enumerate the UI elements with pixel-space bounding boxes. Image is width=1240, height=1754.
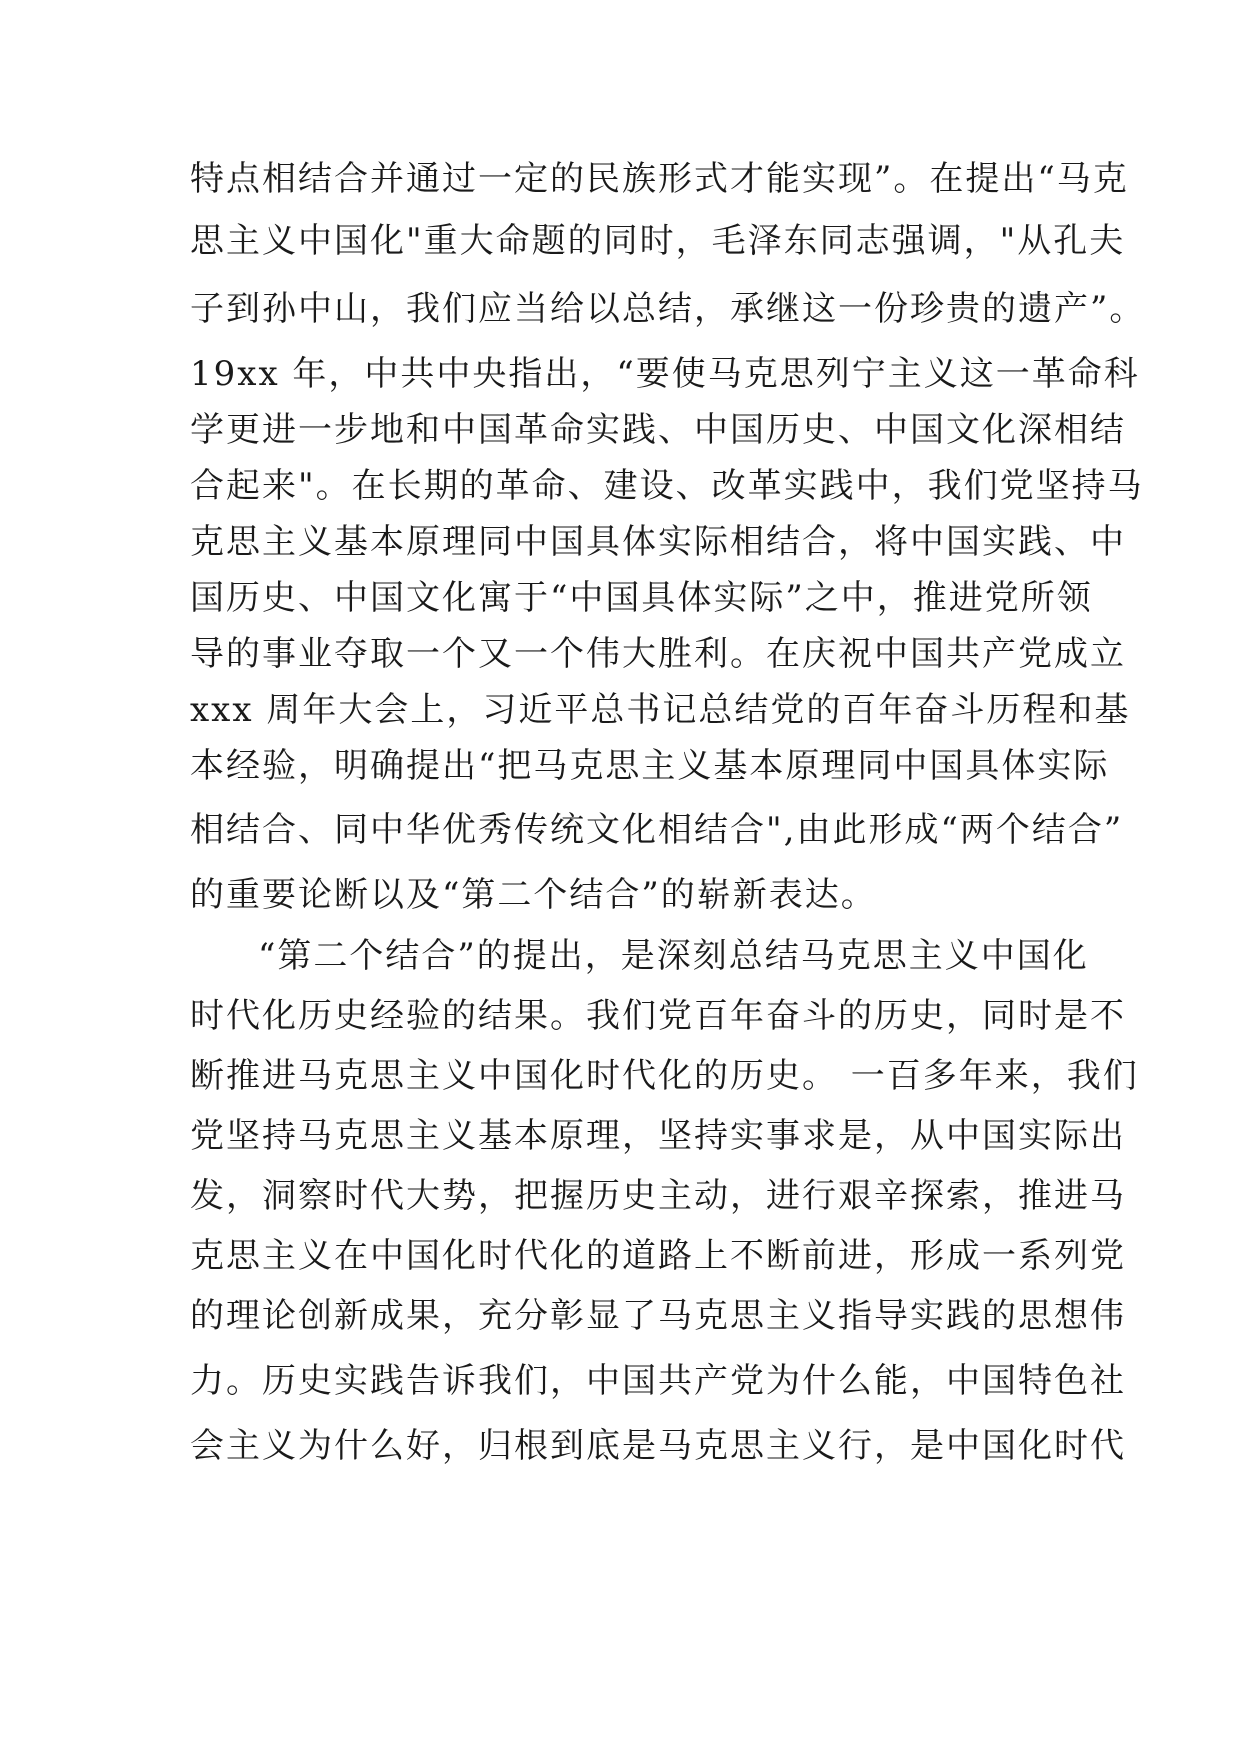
text-line: 国历史、中国文化寓于“中国具体实际”之中，推进党所领 xyxy=(190,578,1093,618)
text-line: “第二个结合”的提出，是深刻总结马克思主义中国化 xyxy=(258,936,1089,976)
text-line: 力。历史实践告诉我们，中国共产党为什么能，中国特色社 xyxy=(190,1361,1126,1401)
text-line: 特点相结合并通过一定的民族形式才能实现”。在提出“马克 xyxy=(190,159,1129,199)
text-line: 断推进马克思主义中国化时代化的历史。 一百多年来，我们 xyxy=(190,1056,1139,1096)
text-line: 本经验，明确提出“把马克思主义基本原理同中国具体实际 xyxy=(190,746,1110,786)
paragraph-1 xyxy=(190,148,1146,924)
text-line: 的重要论断以及“第二个结合”的崭新表达。 xyxy=(190,875,877,915)
text-line: 19xx 年，中共中央指出，“要使马克思列宁主义这一革命科 xyxy=(190,354,1140,394)
text-line: 子到孙中山，我们应当给以总结，承继这一份珍贵的遗产”。 xyxy=(190,289,1146,329)
text-line: 党坚持马克思主义基本原理，坚持实事求是，从中国实际出 xyxy=(190,1116,1126,1156)
text-line: 思主义中国化"重大命题的同时，毛泽东同志强调，"从孔夫 xyxy=(190,221,1126,261)
text-line: 合起来"。在长期的革命、建设、改革实践中，我们党坚持马 xyxy=(190,466,1144,506)
text-line: 导的事业夺取一个又一个伟大胜利。在庆祝中国共产党成立 xyxy=(190,634,1126,674)
text-line: 时代化历史经验的结果。我们党百年奋斗的历史，同时是不 xyxy=(190,996,1126,1036)
text-line: xxx 周年大会上，习近平总书记总结党的百年奋斗历程和基 xyxy=(190,690,1131,730)
text-line: 相结合、同中华优秀传统文化相结合",由此形成“两个结合” xyxy=(190,810,1124,850)
text-line: 克思主义在中国化时代化的道路上不断前进，形成一系列党 xyxy=(190,1236,1126,1276)
text-line: 发，洞察时代大势，把握历史主动，进行艰辛探索，推进马 xyxy=(190,1176,1126,1216)
text-line: 的理论创新成果，充分彰显了马克思主义指导实践的思想伟 xyxy=(190,1296,1126,1336)
text-line: 学更进一步地和中国革命实践、中国历史、中国文化深相结 xyxy=(190,410,1126,450)
text-line: 会主义为什么好，归根到底是马克思主义行，是中国化时代 xyxy=(190,1426,1126,1466)
text-line: 克思主义基本原理同中国具体实际相结合，将中国实践、中 xyxy=(190,522,1126,562)
paragraph-2 xyxy=(190,926,1139,1476)
